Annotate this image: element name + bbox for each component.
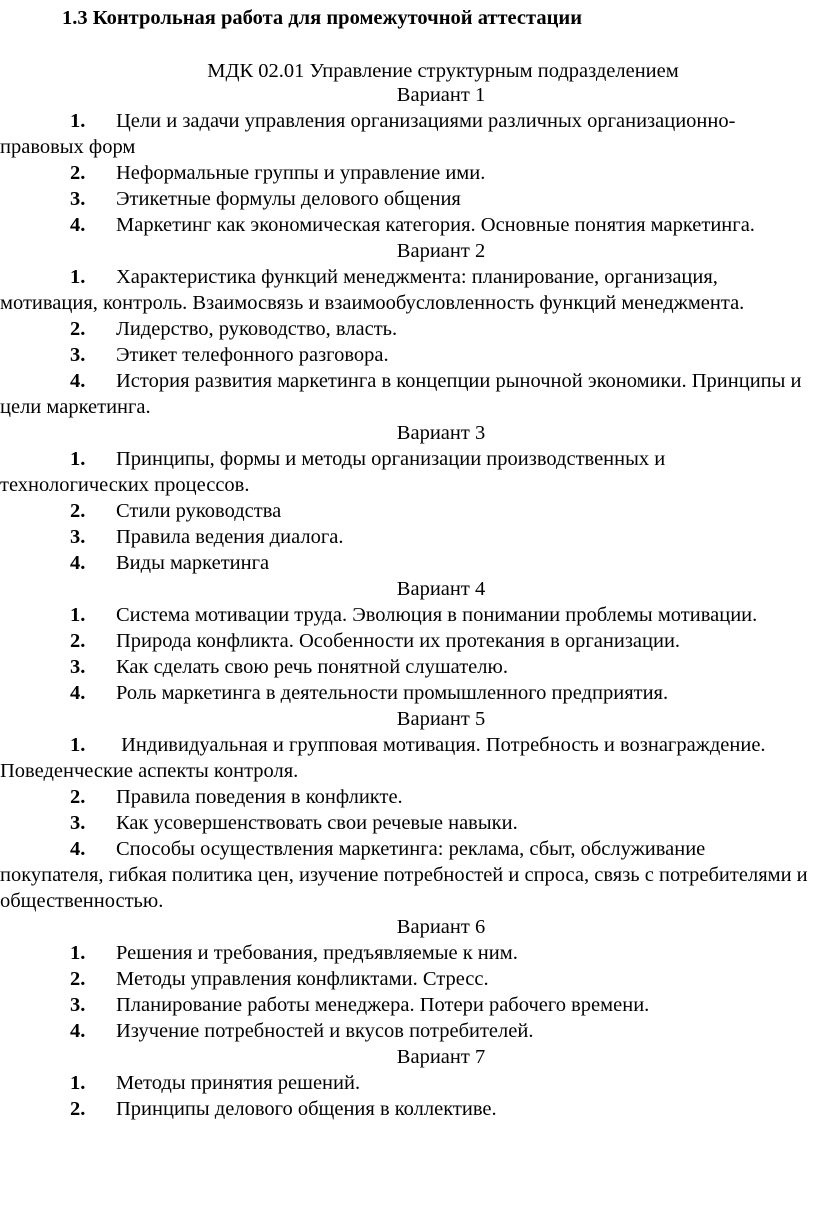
- question-text: Природа конфликта. Особенности их протекания в организации.: [116, 630, 681, 652]
- question-item: [0, 810, 812, 836]
- question-item: [0, 654, 812, 680]
- question-number: 1.: [70, 448, 86, 470]
- question-number: 2.: [70, 162, 86, 184]
- question-number: 4.: [70, 552, 86, 574]
- variant-section: [0, 576, 812, 706]
- question-item: [0, 264, 812, 316]
- question-text: Неформальные группы и управление ими.: [116, 162, 486, 184]
- variant-title: Вариант 5: [396, 708, 486, 730]
- question-number: 1.: [70, 942, 86, 964]
- question-number: 1.: [70, 110, 86, 132]
- variant-section: [0, 82, 812, 238]
- question-item: [0, 160, 812, 186]
- question-number: 2.: [70, 318, 86, 340]
- question-text: Методы управления конфликтами. Стресс.: [116, 968, 489, 990]
- question-item: [0, 628, 812, 654]
- question-text: Маркетинг как экономическая категория. Основные понятия маркетинга.: [116, 214, 755, 236]
- question-item: [0, 108, 812, 160]
- question-number: 1.: [70, 266, 86, 288]
- question-text: История развития маркетинга в концепции рыночной экономики. Принципы и цели маркетинга.: [0, 370, 802, 418]
- question-item: [0, 732, 812, 784]
- question-number: 3.: [70, 994, 86, 1016]
- question-number: 3.: [70, 188, 86, 210]
- question-number: 3.: [70, 526, 86, 548]
- variant-section: [0, 238, 812, 420]
- section-heading: 1.3 Контрольная работа для промежуточной аттестации: [62, 7, 583, 29]
- variant-title: Вариант 6: [396, 916, 486, 938]
- question-item: [0, 992, 812, 1018]
- question-number: 1.: [70, 1072, 86, 1094]
- subject-title: МДК 02.01 Управление структурным подразделением: [207, 60, 679, 82]
- variant-title: Вариант 7: [396, 1046, 486, 1068]
- question-number: 3.: [70, 344, 86, 366]
- variant-title: Вариант 2: [396, 240, 486, 262]
- question-number: 4.: [70, 370, 86, 392]
- variant-section: [0, 914, 812, 1044]
- question-number: 2.: [70, 1098, 86, 1120]
- question-text: Изучение потребностей и вкусов потребителей.: [116, 1020, 534, 1042]
- question-text: Цели и задачи управления организациями различных организационно-правовых форм: [0, 110, 736, 158]
- question-text: Роль маркетинга в деятельности промышленного предприятия.: [116, 682, 669, 704]
- question-text: Характеристика функций менеджмента: планирование, организация, мотивация, контроль. Взаимосвязь и взаимообусловленность функций менеджмента.: [0, 266, 745, 314]
- question-text: Решения и требования, предъявляемые к ним.: [116, 942, 518, 964]
- question-text: Правила ведения диалога.: [116, 526, 344, 548]
- question-number: 1.: [70, 734, 86, 756]
- question-item: [0, 602, 812, 628]
- question-item: [0, 550, 812, 576]
- question-item: [0, 784, 812, 810]
- question-item: [0, 1096, 812, 1122]
- question-number: 4.: [70, 838, 86, 860]
- question-item: [0, 186, 812, 212]
- question-item: [0, 342, 812, 368]
- question-number: 4.: [70, 682, 86, 704]
- question-text: Способы осуществления маркетинга: реклама, сбыт, обслуживание покупателя, гибкая политика цен, изучение потребностей и спроса, связь с потребителями и общественностью.: [0, 838, 808, 912]
- question-item: [0, 836, 812, 914]
- question-text: Виды маркетинга: [116, 552, 270, 574]
- question-text: Стили руководства: [116, 500, 282, 522]
- question-text: Индивидуальная и групповая мотивация. Потребность и вознаграждение. Поведенческие аспекты контроля.: [0, 734, 766, 782]
- question-item: [0, 524, 812, 550]
- question-item: [0, 940, 812, 966]
- question-number: 4.: [70, 214, 86, 236]
- question-item: [0, 212, 812, 238]
- question-item: [0, 1018, 812, 1044]
- question-item: [0, 368, 812, 420]
- question-item: [0, 446, 812, 498]
- question-text: Принципы делового общения в коллективе.: [116, 1098, 497, 1120]
- question-number: 2.: [70, 630, 86, 652]
- question-text: Лидерство, руководство, власть.: [116, 318, 398, 340]
- variant-section: [0, 1044, 812, 1122]
- question-number: 2.: [70, 786, 86, 808]
- question-item: [0, 966, 812, 992]
- question-text: Принципы, формы и методы организации производственных и технологических процессов.: [0, 448, 666, 496]
- variant-section: [0, 706, 812, 914]
- question-text: Методы принятия решений.: [116, 1072, 361, 1094]
- variant-title: Вариант 1: [396, 84, 486, 106]
- variant-section: [0, 420, 812, 576]
- question-text: Как усовершенствовать свои речевые навыки.: [116, 812, 518, 834]
- variant-title: Вариант 3: [396, 422, 486, 444]
- question-text: Правила поведения в конфликте.: [116, 786, 403, 808]
- question-item: [0, 680, 812, 706]
- question-number: 4.: [70, 1020, 86, 1042]
- question-number: 1.: [70, 604, 86, 626]
- variant-title: Вариант 4: [396, 578, 486, 600]
- question-number: 2.: [70, 968, 86, 990]
- question-item: [0, 1070, 812, 1096]
- question-text: Планирование работы менеджера. Потери рабочего времени.: [116, 994, 650, 1016]
- variants-container: [0, 82, 812, 1122]
- question-item: [0, 498, 812, 524]
- question-text: Этикет телефонного разговора.: [116, 344, 389, 366]
- question-item: [0, 316, 812, 342]
- question-text: Как сделать свою речь понятной слушателю.: [116, 656, 508, 678]
- question-text: Система мотивации труда. Эволюция в понимании проблемы мотивации.: [116, 604, 758, 626]
- question-number: 3.: [70, 812, 86, 834]
- question-text: Этикетные формулы делового общения: [116, 188, 461, 210]
- question-number: 2.: [70, 500, 86, 522]
- question-number: 3.: [70, 656, 86, 678]
